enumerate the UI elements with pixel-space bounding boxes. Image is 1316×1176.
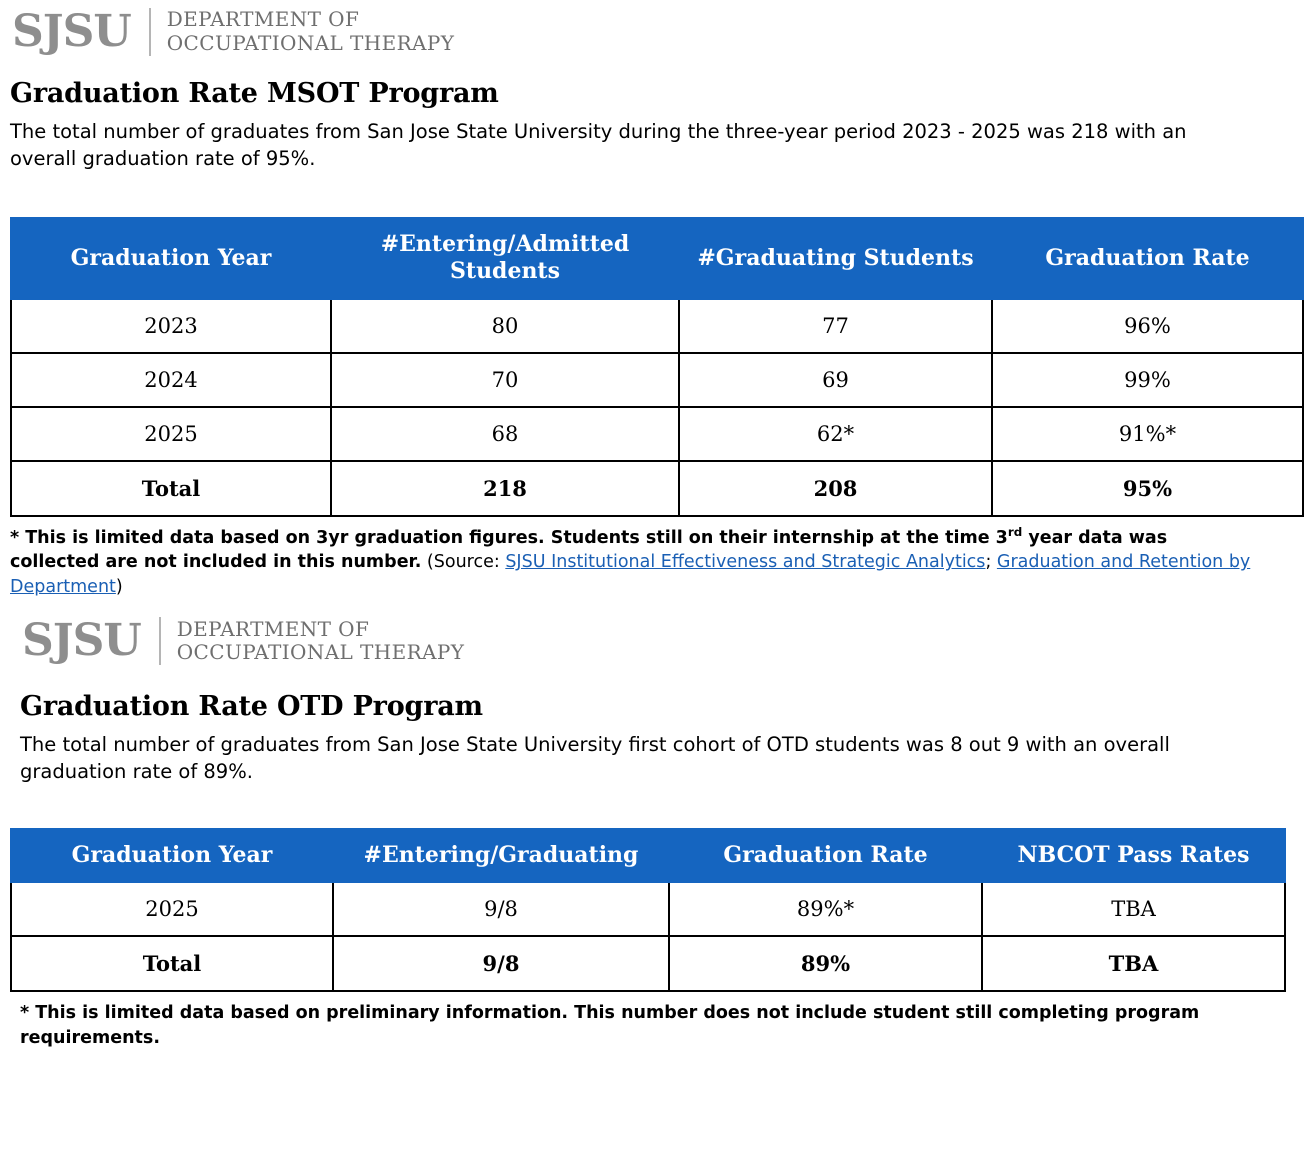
link-institutional-effectiveness[interactable]: SJSU Institutional Effectiveness and Strategic Analytics (505, 552, 986, 573)
column-header-entering-admitted: #Entering/Admitted Students (331, 218, 679, 299)
msot-title: Graduation Rate MSOT Program (10, 78, 499, 109)
cell-entering: 68 (331, 407, 679, 461)
table-header-row (11, 829, 1285, 883)
department-line-1: DEPARTMENT OF (176, 616, 370, 641)
cell-total-entering: 218 (331, 461, 679, 516)
otd-title: Graduation Rate OTD Program (20, 691, 483, 723)
sjsu-wordmark: SJSU (22, 615, 141, 667)
department-line-2: OCCUPATIONAL THERAPY (176, 640, 465, 665)
cell-graduating: 62* (679, 407, 992, 461)
footnote-source-prefix: (Source: (421, 552, 506, 573)
cell-rate: 99% (992, 353, 1303, 407)
department-name (177, 618, 465, 665)
table-row (11, 882, 1285, 936)
cell-total-entering-graduating: 9/8 (333, 936, 669, 991)
footnote-separator: ; (985, 552, 997, 573)
sjsu-logo (0, 8, 1316, 56)
column-header-graduation-rate: Graduation Rate (669, 829, 982, 883)
table-row (11, 299, 1303, 353)
column-header-nbcot-pass-rates: NBCOT Pass Rates (982, 829, 1285, 883)
otd-section (0, 617, 1316, 1050)
otd-intro-text: The total number of graduates from San Jose State University first cohort of OTD students was 8 out 9 with an overall graduation rate of 89%. (20, 733, 1170, 784)
logo-divider (159, 617, 161, 665)
table-total-row (11, 461, 1303, 516)
otd-footnote (20, 1001, 1270, 1050)
cell-entering: 80 (331, 299, 679, 353)
cell-total-nbcot: TBA (982, 936, 1285, 991)
cell-graduating: 69 (679, 353, 992, 407)
spacer (0, 173, 1316, 217)
cell-total-graduating: 208 (679, 461, 992, 516)
cell-year: 2025 (11, 407, 331, 461)
cell-year: 2023 (11, 299, 331, 353)
cell-year: 2025 (11, 882, 333, 936)
table-total-row (11, 936, 1285, 991)
cell-entering: 70 (331, 353, 679, 407)
otd-footnote-text: * This is limited data based on preliminary information. This number does not include student still completing program requirements. (20, 1003, 1200, 1048)
column-header-graduation-rate: Graduation Rate (992, 218, 1303, 299)
cell-nbcot: TBA (982, 882, 1285, 936)
footnote-superscript: rd (1007, 524, 1023, 539)
logo-divider (149, 8, 151, 56)
spacer (0, 786, 1316, 828)
cell-entering-graduating: 9/8 (333, 882, 669, 936)
cell-total-rate: 95% (992, 461, 1303, 516)
sjsu-logo-secondary (0, 617, 1316, 665)
column-header-entering-graduating: #Entering/Graduating (333, 829, 669, 883)
cell-graduating: 77 (679, 299, 992, 353)
cell-total-rate: 89% (669, 936, 982, 991)
table-row (11, 407, 1303, 461)
column-header-graduation-year: Graduation Year (11, 218, 331, 299)
column-header-graduating: #Graduating Students (679, 218, 992, 299)
otd-graduation-table (10, 828, 1286, 993)
sjsu-wordmark: SJSU (12, 6, 131, 57)
footnote-source-suffix: ) (115, 576, 123, 597)
cell-rate: 96% (992, 299, 1303, 353)
cell-total-label: Total (11, 461, 331, 516)
cell-rate: 89%* (669, 882, 982, 936)
cell-total-label: Total (11, 936, 333, 991)
department-name (167, 8, 455, 55)
msot-footnote (10, 524, 1260, 599)
table-row (11, 353, 1303, 407)
column-header-graduation-year: Graduation Year (11, 829, 333, 883)
cell-rate: 91%* (992, 407, 1303, 461)
link-graduation-retention[interactable]: Graduation and Retention by Department (10, 552, 1251, 597)
footnote-bold-part-1: * This is limited data based on 3yr graduation figures. Students still on their internship at the time 3 (10, 527, 1008, 548)
footnote-bold-part-2: year data was collected are not included in this number. (10, 527, 1168, 573)
table-header-row (11, 218, 1303, 299)
cell-year: 2024 (11, 353, 331, 407)
msot-graduation-table (10, 217, 1304, 517)
department-line-2: OCCUPATIONAL THERAPY (166, 31, 455, 55)
department-line-1: DEPARTMENT OF (166, 7, 360, 32)
msot-intro-text: The total number of graduates from San Jose State University during the three-year period 2023 - 2025 was 218 with an overall graduation rate of 95%. (10, 120, 1187, 170)
